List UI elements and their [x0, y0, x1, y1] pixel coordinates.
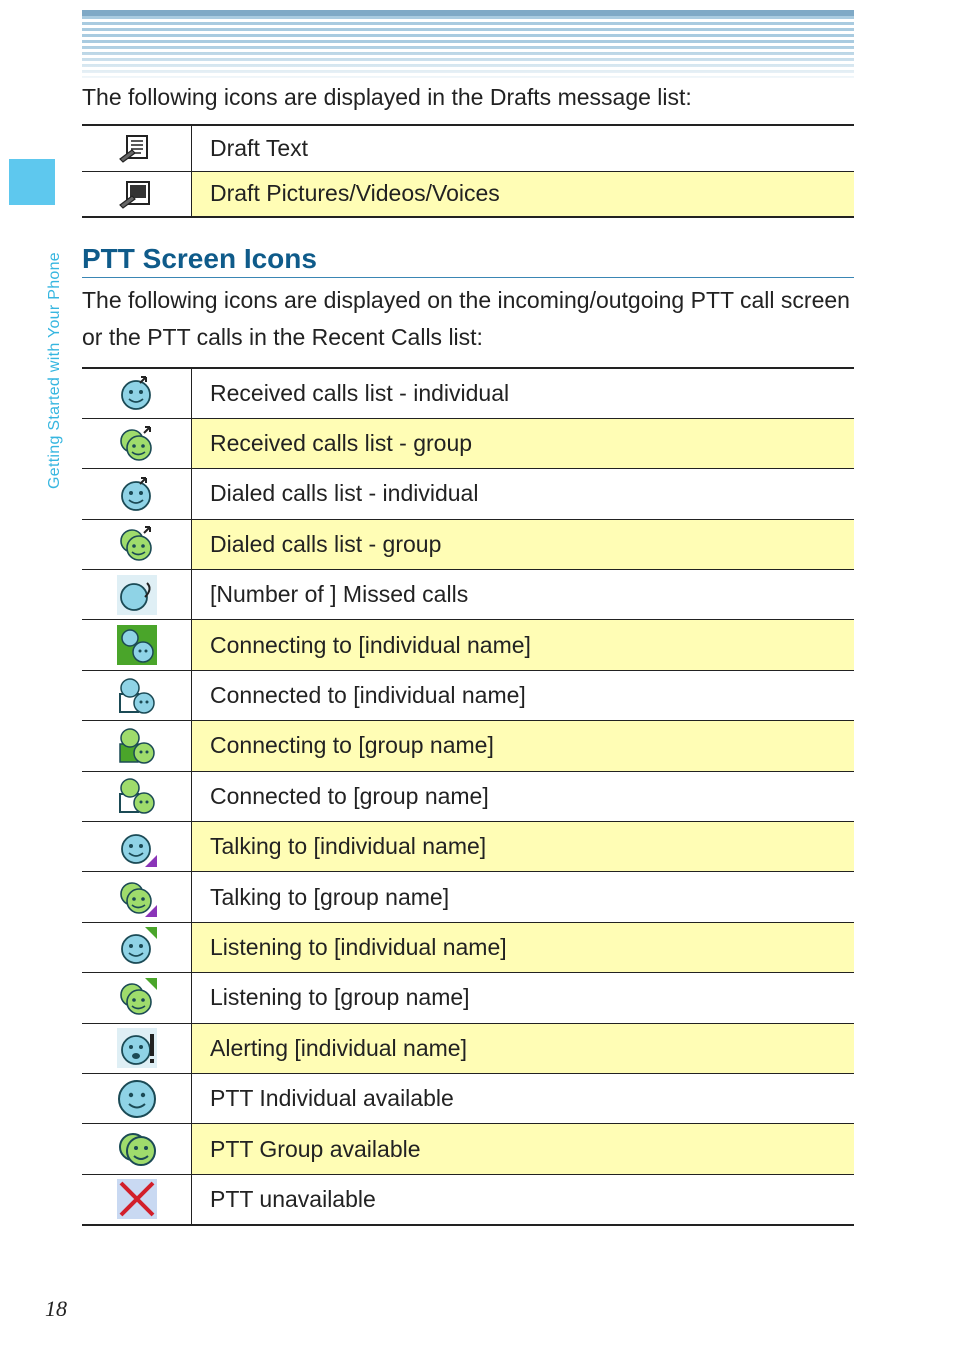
- icon-cell: [82, 973, 192, 1023]
- icon-description: Alerting [individual name]: [192, 1023, 855, 1073]
- icon-description: Dialed calls list - individual: [192, 469, 855, 519]
- draft-text-icon: [117, 133, 157, 159]
- icon-cell: [82, 171, 192, 217]
- dialed-individual-icon: [117, 479, 157, 505]
- icon-cell: [82, 670, 192, 720]
- draft-media-icon: [117, 179, 157, 205]
- icon-cell: [82, 822, 192, 872]
- received-individual-icon: [117, 379, 157, 405]
- icon-cell: [82, 570, 192, 620]
- table-row: [82, 822, 854, 872]
- table-row: [82, 721, 854, 771]
- side-chapter-label: Getting Started with Your Phone: [46, 251, 63, 489]
- side-tab: [9, 159, 55, 205]
- section-title: PTT Screen Icons: [82, 241, 854, 278]
- icon-cell: [82, 771, 192, 821]
- icon-description: [Number of ] Missed calls: [192, 570, 855, 620]
- icon-cell: [82, 469, 192, 519]
- icon-cell: [82, 872, 192, 922]
- icon-description: Talking to [individual name]: [192, 822, 855, 872]
- connecting-group-icon: [117, 731, 157, 757]
- icon-description: PTT unavailable: [192, 1174, 855, 1224]
- table-row: [82, 418, 854, 468]
- listening-individual-icon: [117, 933, 157, 959]
- ptt-unavailable-icon: [117, 1184, 157, 1210]
- icon-cell: [82, 721, 192, 771]
- ptt-individual-available-icon: [117, 1084, 157, 1110]
- table-row: [82, 922, 854, 972]
- icon-cell: [82, 1124, 192, 1174]
- alerting-individual-icon: [117, 1033, 157, 1059]
- icon-description: Dialed calls list - group: [192, 519, 855, 569]
- table-row: [82, 973, 854, 1023]
- table-row: [82, 872, 854, 922]
- icon-description: Draft Text: [192, 125, 855, 171]
- icon-description: PTT Individual available: [192, 1073, 855, 1123]
- ptt-intro: The following icons are displayed on the incoming/outgoing PTT call screen or the PTT calls in the Recent Calls list:: [82, 287, 850, 350]
- icon-cell: [82, 1073, 192, 1123]
- table-row: [82, 519, 854, 569]
- icon-cell: [82, 922, 192, 972]
- missed-calls-icon: [117, 580, 157, 606]
- received-group-icon: [117, 429, 157, 455]
- drafts-icon-table: [82, 124, 854, 218]
- icon-description: Connecting to [individual name]: [192, 620, 855, 670]
- icon-description: PTT Group available: [192, 1124, 855, 1174]
- table-row: [82, 1073, 854, 1123]
- table-row: [82, 368, 854, 418]
- icon-cell: [82, 418, 192, 468]
- table-row: [82, 469, 854, 519]
- icon-cell: [82, 368, 192, 418]
- icon-cell: [82, 125, 192, 171]
- icon-cell: [82, 1023, 192, 1073]
- ptt-group-available-icon: [117, 1134, 157, 1160]
- drafts-intro: The following icons are displayed in the Drafts message list:: [82, 84, 692, 110]
- icon-cell: [82, 620, 192, 670]
- icon-description: Connected to [individual name]: [192, 670, 855, 720]
- table-row: [82, 1124, 854, 1174]
- ptt-icon-table: [82, 367, 854, 1226]
- table-row: [82, 670, 854, 720]
- table-row: [82, 1174, 854, 1224]
- talking-individual-icon: [117, 832, 157, 858]
- icon-description: Received calls list - individual: [192, 368, 855, 418]
- icon-description: Talking to [group name]: [192, 872, 855, 922]
- icon-cell: [82, 1174, 192, 1224]
- listening-group-icon: [117, 983, 157, 1009]
- talking-group-icon: [117, 882, 157, 908]
- table-row: [82, 171, 854, 217]
- icon-description: Received calls list - group: [192, 418, 855, 468]
- table-row: [82, 570, 854, 620]
- connecting-individual-icon: [117, 630, 157, 656]
- icon-description: Listening to [individual name]: [192, 922, 855, 972]
- icon-description: Listening to [group name]: [192, 973, 855, 1023]
- icon-description: Draft Pictures/Videos/Voices: [192, 171, 855, 217]
- header-band: [82, 10, 854, 78]
- table-row: [82, 620, 854, 670]
- table-row: [82, 125, 854, 171]
- icon-cell: [82, 519, 192, 569]
- table-row: [82, 771, 854, 821]
- dialed-group-icon: [117, 529, 157, 555]
- table-row: [82, 1023, 854, 1073]
- icon-description: Connected to [group name]: [192, 771, 855, 821]
- connected-individual-icon: [117, 681, 157, 707]
- connected-group-icon: [117, 781, 157, 807]
- page-number: 18: [45, 1296, 67, 1321]
- icon-description: Connecting to [group name]: [192, 721, 855, 771]
